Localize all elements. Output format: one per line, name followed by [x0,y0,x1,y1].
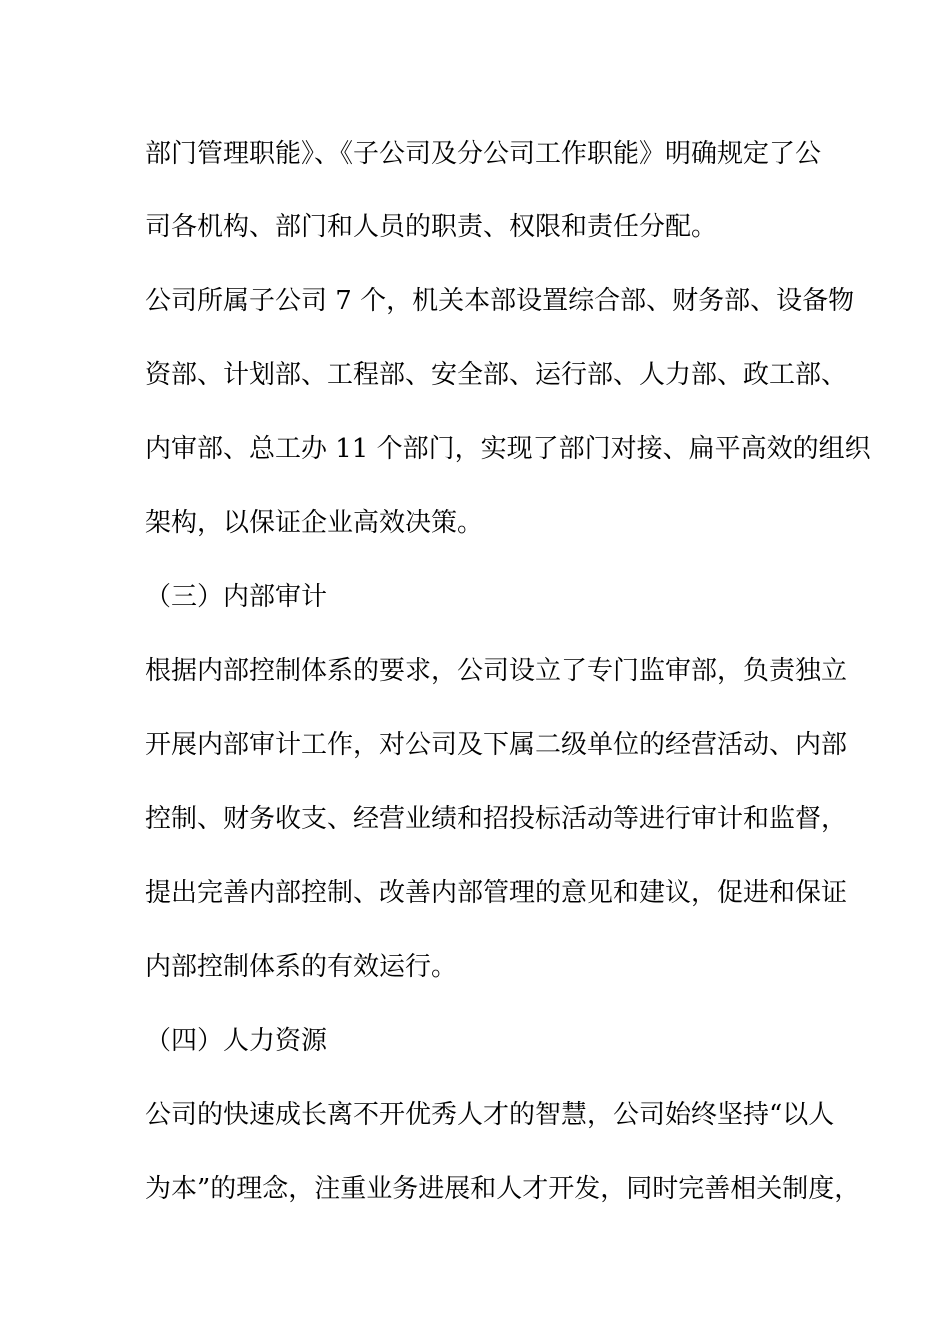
paragraph-line: 提出完善内部控制、改善内部管理的意见和建议，促进和保证 [145,878,848,908]
paragraph-line: 公司的快速成长离不开优秀人才的智慧，公司始终坚持“以人 [145,1100,835,1130]
paragraph-line: 公司所属子公司 7 个，机关本部设置综合部、财务部、设备物 [145,286,855,316]
paragraph-line: 控制、财务收支、经营业绩和招投标活动等进行审计和监督， [145,804,848,834]
paragraph-line: 内审部、总工办 11 个部门，实现了部门对接、扁平高效的组织 [145,434,871,464]
section-heading: （四）人力资源 [145,1026,328,1056]
paragraph-line: 司各机构、部门和人员的职责、权限和责任分配。 [145,212,718,242]
section-heading: （三）内部审计 [145,582,328,612]
paragraph-line: 开展内部审计工作，对公司及下属二级单位的经营活动、内部 [145,730,848,760]
paragraph-line: 内部控制体系的有效运行。 [145,952,458,982]
paragraph-line: 资部、计划部、工程部、安全部、运行部、人力部、政工部、 [145,360,848,390]
paragraph-line: 架构，以保证企业高效决策。 [145,508,484,538]
paragraph-line: 部门管理职能》、《子公司及分公司工作职能》明确规定了公 [145,139,822,169]
paragraph-line: 根据内部控制体系的要求，公司设立了专门监审部，负责独立 [145,656,848,686]
paragraph-line: 为本”的理念，注重业务进展和人才开发，同时完善相关制度， [145,1174,861,1204]
